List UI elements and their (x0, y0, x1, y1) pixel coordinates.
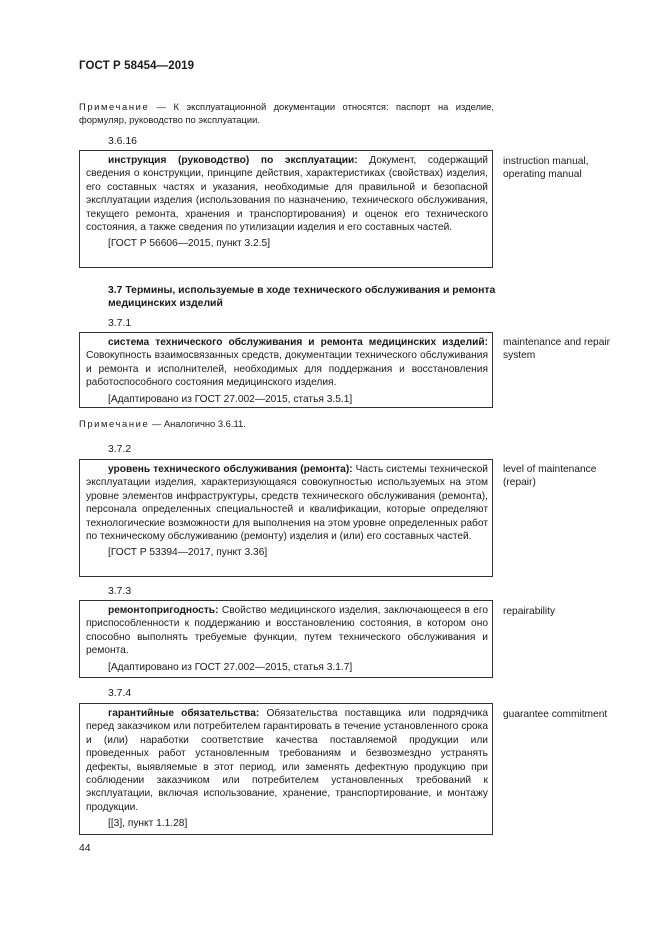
term: инструкция (руководство) по эксплуатации: (108, 155, 358, 166)
definition: Документ, содержащий сведения о конструкции, принципе действия, характеристиках (свойствах) изделия, его составных частях и указания, необходимые для правильной и безопасной эксплуатации изделия (использования по назначению, технического обслуживания, текущего ремонта, хранения и транспортирования) и оценок его технического состояния, а также сведения по утилизации изделия и его составных частей. (86, 155, 488, 234)
english-term: level of maintenance (repair) (503, 464, 597, 489)
english-term: instruction manual, operating manual (503, 156, 589, 181)
section-heading: 3.7 Термины, используемые в ходе технического обслуживания и ремонта медицинских изделий (108, 285, 496, 309)
note-text: — К эксплуатационной документации относятся: паспорт на изделие, формуляр, руководство по эксплуатации. (79, 101, 494, 125)
term-box (79, 459, 493, 577)
note-label: Примечание (79, 101, 150, 112)
term: гарантийные обязательства: (108, 708, 260, 719)
term: система технического обслуживания и ремонта медицинских изделий: (108, 337, 488, 348)
page-number: 44 (79, 843, 91, 854)
term-box (79, 332, 493, 408)
note-text: — Аналогично 3.6.11. (149, 418, 246, 429)
entry-number: 3.6.16 (108, 136, 137, 147)
note-analogous (79, 418, 494, 431)
source: [Адаптировано из ГОСТ 27.002—2015, статья 3.1.7] (108, 661, 353, 673)
term-box (79, 703, 493, 835)
term-box (79, 150, 493, 268)
english-term: maintenance and repair system (503, 337, 611, 362)
definition: Свойство медицинского изделия, заключающееся в его приспособленности к поддержанию и восстановлению состояния, в котором оно способно выполнять требуемые функции, путем технического обслуживания и ремонта. (86, 605, 488, 657)
document-header: ГОСТ Р 58454—2019 (79, 60, 195, 72)
entry-number: 3.7.1 (108, 318, 132, 329)
entry-number: 3.7.2 (108, 444, 132, 455)
source: [Адаптировано из ГОСТ 27.002—2015, статья 3.5.1] (108, 393, 353, 405)
source: [[3], пункт 1.1.28] (108, 818, 188, 830)
english-term: repairability (503, 606, 556, 617)
term: уровень технического обслуживания (ремонта): (108, 464, 353, 475)
definition: Часть системы технической эксплуатации изделия, характеризующаяся совокупностью используемых на этом уровне элементов инфраструктуры, средств технического обслуживания (ремонта), персонала определенных специальностей и квалификации, которые определяют технологические возможности для выполнения на этом уровне определенных работ по техническому обслуживанию (ремонту) изделия и (или) его составных частей. (86, 464, 488, 543)
entry-number: 3.7.3 (108, 586, 132, 597)
term: ремонтопригодность: (108, 605, 219, 616)
definition: Совокупность взаимосвязанных средств, документации технического обслуживания и ремонта и исполнителей, необходимых для поддержания и восстановления работоспособного состояния медицинского изделия. (86, 350, 488, 389)
term-box (79, 600, 493, 678)
english-term: guarantee commitment (503, 709, 608, 720)
entry-number: 3.7.4 (108, 688, 132, 699)
source: [ГОСТ Р 56606—2015, пункт 3.2.5] (108, 238, 271, 250)
note-operational-docs (79, 101, 494, 126)
note-label: Примечание (79, 418, 150, 429)
source: [ГОСТ Р 53394—2017, пункт 3.36] (108, 547, 268, 559)
definition: Обязательства поставщика или подрядчика перед заказчиком или потребителем гарантировать в течение установленного срока и (или) наработки соответствие качества поставляемой продукции или проведенных работ установленным требованиям и безвозмездно устранять дефекты, выявляемые в этот период, или заменять дефектную продукцию при соблюдении заказчиком или потребителем установленных требований к эксплуатации, включая использование, хранение, транспортирование, и монтажу продукции. (86, 708, 488, 813)
